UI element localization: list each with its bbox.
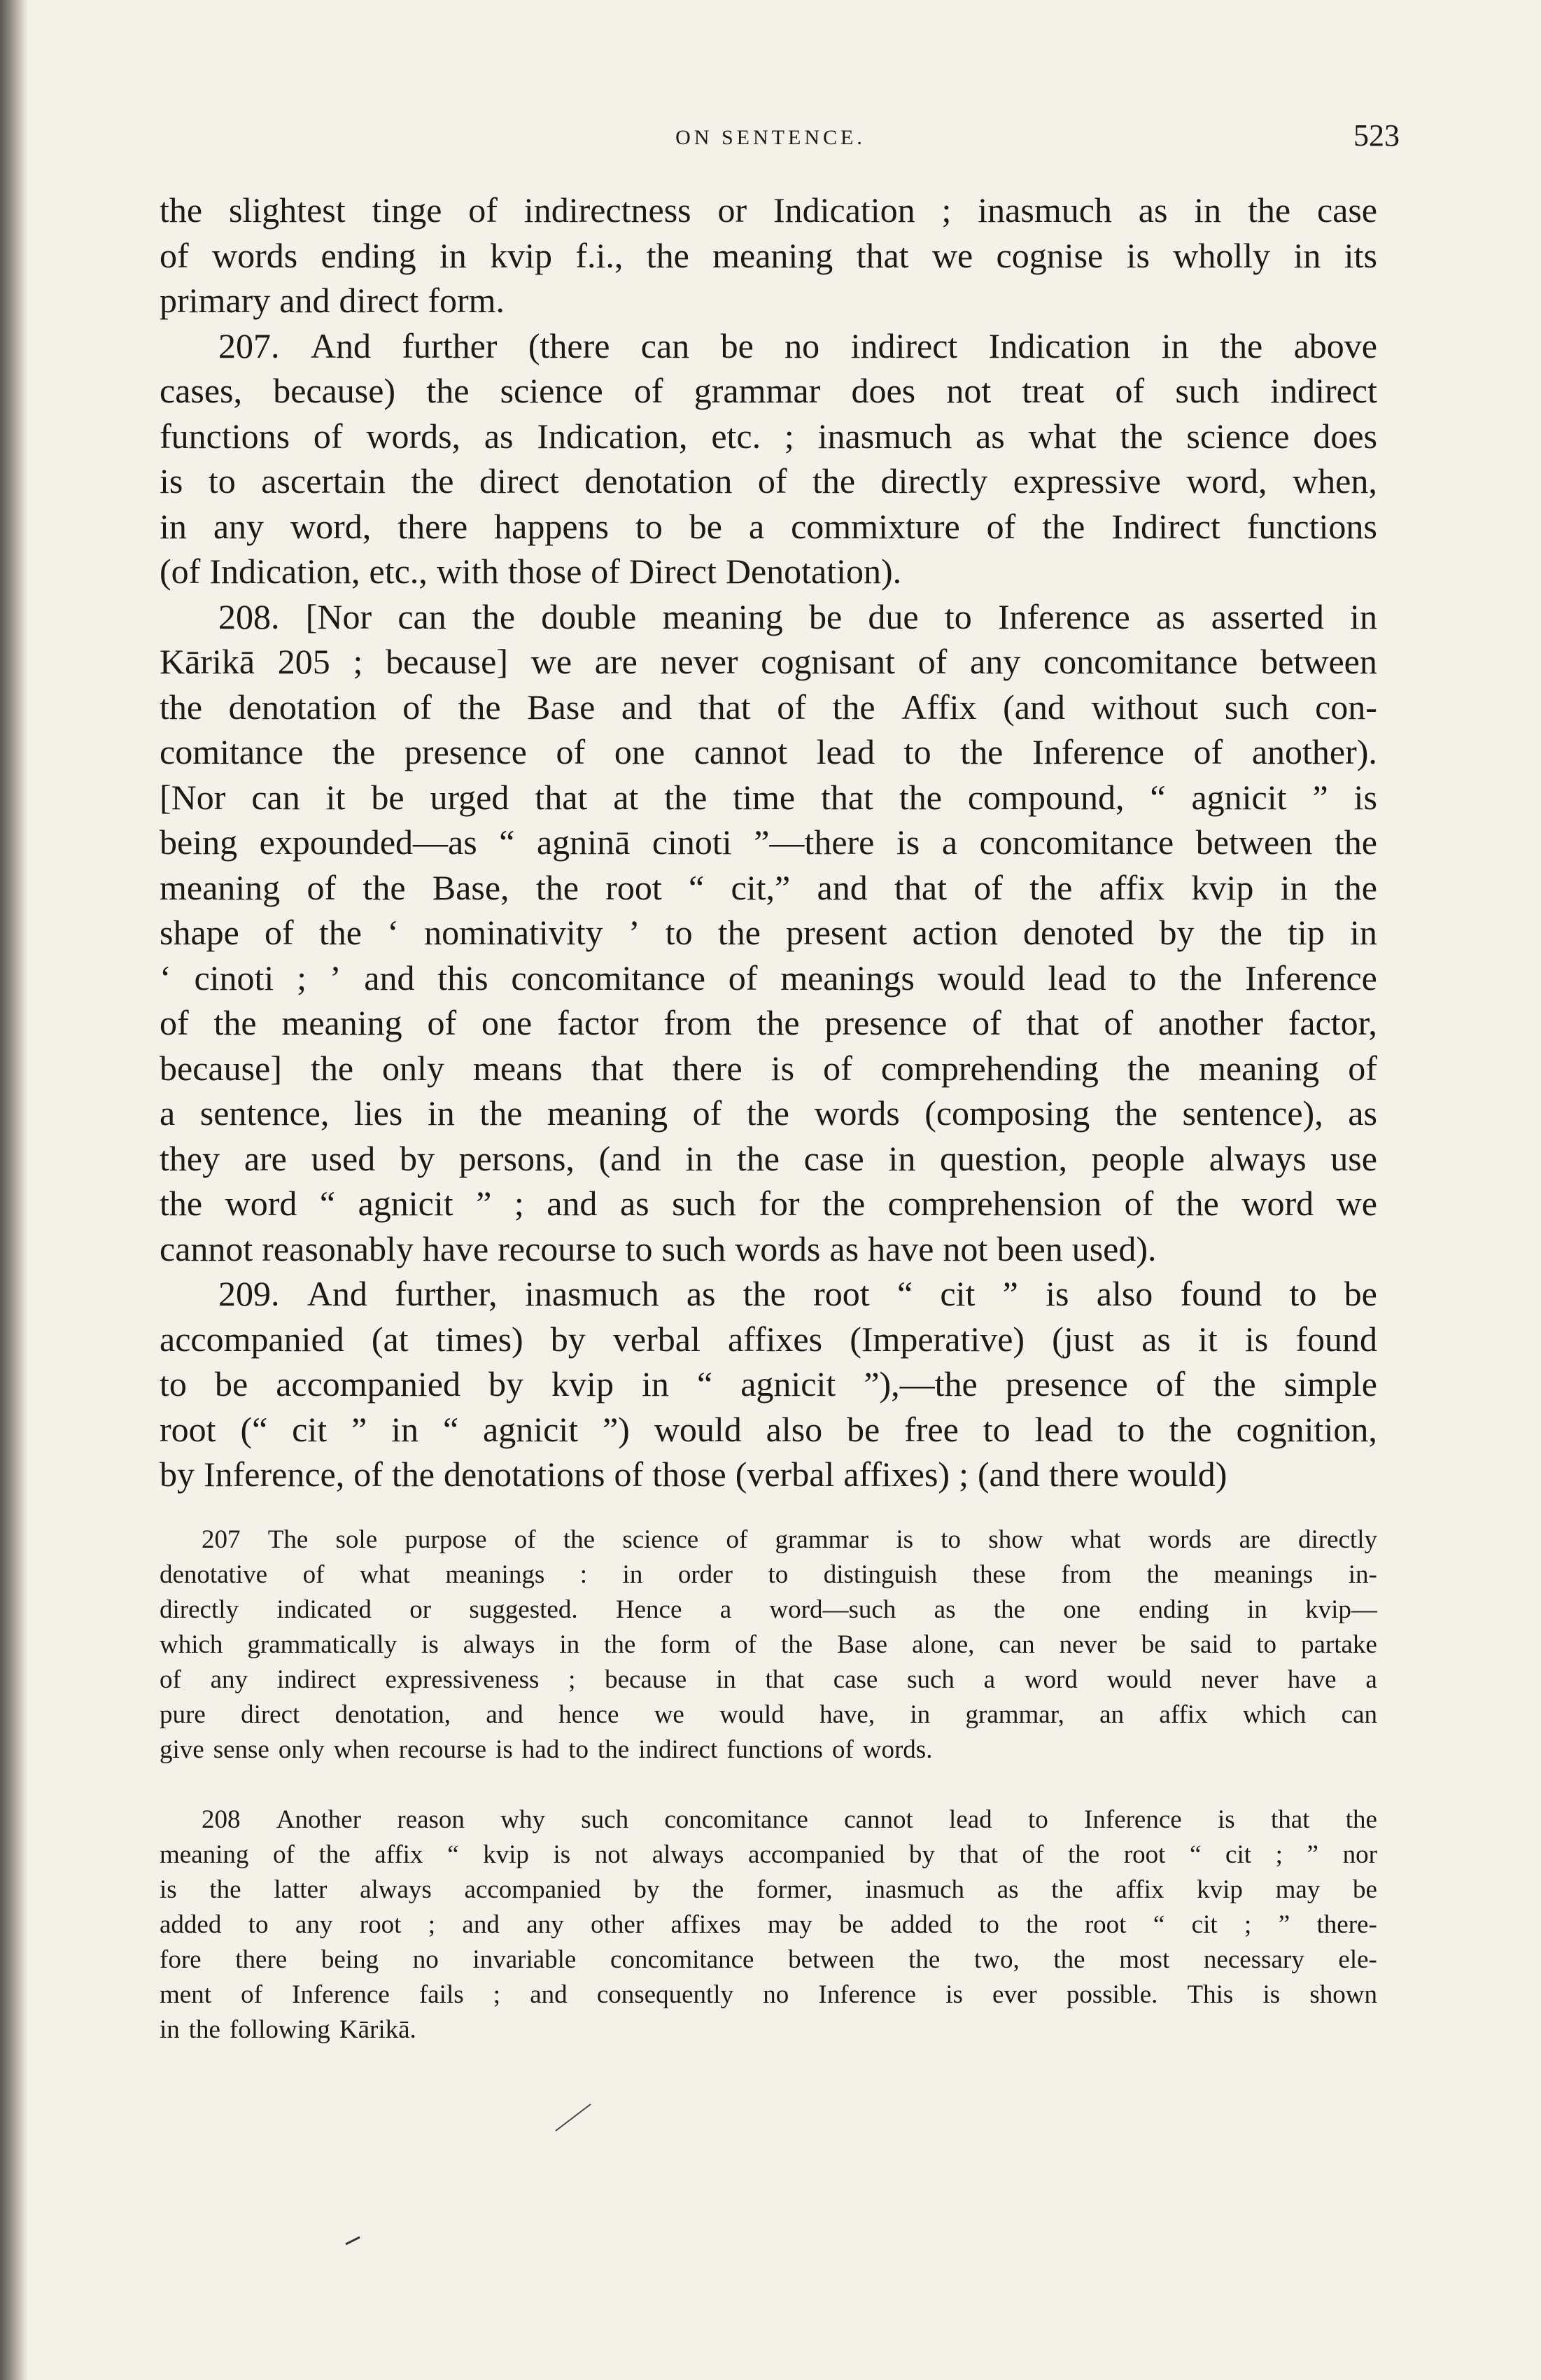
text-line: by Inference, of the denotations of those (verbal affixes) ; (and there would) <box>160 1455 1227 1494</box>
text-line: of words ending in kvip f.i., the meaning that we cognise is wholly in its <box>160 235 1377 275</box>
text-line: 207. And further (there can be no indirect Indication in the above <box>218 326 1377 365</box>
text-line: meaning of the Base, the root “ cit,” and that of the affix kvip in the <box>160 867 1377 907</box>
pencil-dot <box>343 2232 364 2248</box>
text-line: being expounded—as “ agninā cinoti ”—there is a concomitance between the <box>160 822 1377 862</box>
text-line: root (“ cit ” in “ agnicit ”) would also be free to lead to the cognition, <box>160 1409 1377 1449</box>
text-line: added to any root ; and any other affixes may be added to the root “ cit ; ” there- <box>160 1910 1377 1939</box>
text-line: 208. [Nor can the double meaning be due to Inference as asserted in <box>218 596 1377 636</box>
text-line: ment of Inference fails ; and consequently no Inference is ever possible. This is shown <box>160 1980 1377 2009</box>
text-line: because] the only means that there is of comprehending the meaning of <box>160 1048 1377 1088</box>
text-line: the slightest tinge of indirectness or Indication ; inasmuch as in the case <box>160 190 1377 230</box>
text-line: 209. And further, inasmuch as the root “ cit ” is also found to be <box>218 1274 1377 1313</box>
text-line: ‘ cinoti ; ’ and this concomitance of meanings would lead to the Inference <box>160 958 1377 997</box>
pencil-mark <box>553 2100 595 2135</box>
text-line: of the meaning of one factor from the presence of that of another factor, <box>160 1003 1377 1042</box>
text-line: the denotation of the Base and that of the Affix (and without such con- <box>160 687 1377 727</box>
text-line: cannot reasonably have recourse to such words as have not been used). <box>160 1228 1157 1268</box>
running-header: ON SENTENCE. <box>675 126 866 149</box>
text-line: 208 Another reason why such concomitance cannot lead to Inference is that the <box>202 1805 1377 1834</box>
text-line: [Nor can it be urged that at the time that the compound, “ agnicit ” is <box>160 777 1377 817</box>
text-line: primary and direct form. <box>160 281 505 320</box>
text-line: accompanied (at times) by verbal affixes (Imperative) (just as it is found <box>160 1319 1377 1359</box>
footnote-208 <box>160 1802 1377 2047</box>
page-binding-edge <box>0 0 28 2380</box>
text-line: Kārikā 205 ; because] we are never cognisant of any concomitance between <box>160 642 1377 681</box>
text-line: they are used by persons, (and in the case in question, people always use <box>160 1138 1377 1178</box>
text-line: meaning of the affix “ kvip is not always accompanied by that of the root “ cit ; ” nor <box>160 1840 1377 1869</box>
page-number: 523 <box>1353 118 1400 153</box>
text-line: which grammatically is always in the form of the Base alone, can never be said to partake <box>160 1630 1377 1659</box>
text-line: comitance the presence of one cannot lead to the Inference of another). <box>160 732 1377 771</box>
text-line: denotative of what meanings : in order to distinguish these from the meanings in- <box>160 1560 1377 1589</box>
text-line: fore there being no invariable concomitance between the two, the most necessary ele- <box>160 1945 1377 1974</box>
text-line: shape of the ‘ nominativity ’ to the present action denoted by the tip in <box>160 913 1377 952</box>
text-line: directly indicated or suggested. Hence a word—such as the one ending in kvip— <box>160 1595 1377 1624</box>
text-line: the word “ agnicit ” ; and as such for the comprehension of the word we <box>160 1184 1377 1223</box>
text-line: a sentence, lies in the meaning of the words (composing the sentence), as <box>160 1093 1377 1133</box>
text-line: to be accompanied by kvip in “ agnicit ”),—the presence of the simple <box>160 1364 1377 1404</box>
text-line: give sense only when recourse is had to the indirect functions of words. <box>160 1735 933 1764</box>
text-line: 207 The sole purpose of the science of grammar is to show what words are directly <box>202 1525 1377 1554</box>
text-line: functions of words, as Indication, etc. ; inasmuch as what the science does <box>160 416 1377 456</box>
text-line: (of Indication, etc., with those of Direct Denotation). <box>160 552 902 591</box>
text-line: of any indirect expressiveness ; because in that case such a word would never have a <box>160 1665 1377 1694</box>
text-line: in the following Kārikā. <box>160 2015 416 2044</box>
text-line: is to ascertain the direct denotation of the directly expressive word, when, <box>160 461 1377 500</box>
text-line: pure direct denotation, and hence we would have, in grammar, an affix which can <box>160 1700 1377 1729</box>
footnote-207 <box>160 1522 1377 1768</box>
text-line: cases, because) the science of grammar does not treat of such indirect <box>160 371 1377 410</box>
text-line: is the latter always accompanied by the former, inasmuch as the affix kvip may be <box>160 1875 1377 1904</box>
text-line: in any word, there happens to be a commixture of the Indirect functions <box>160 506 1377 546</box>
main-text <box>160 188 1377 1497</box>
